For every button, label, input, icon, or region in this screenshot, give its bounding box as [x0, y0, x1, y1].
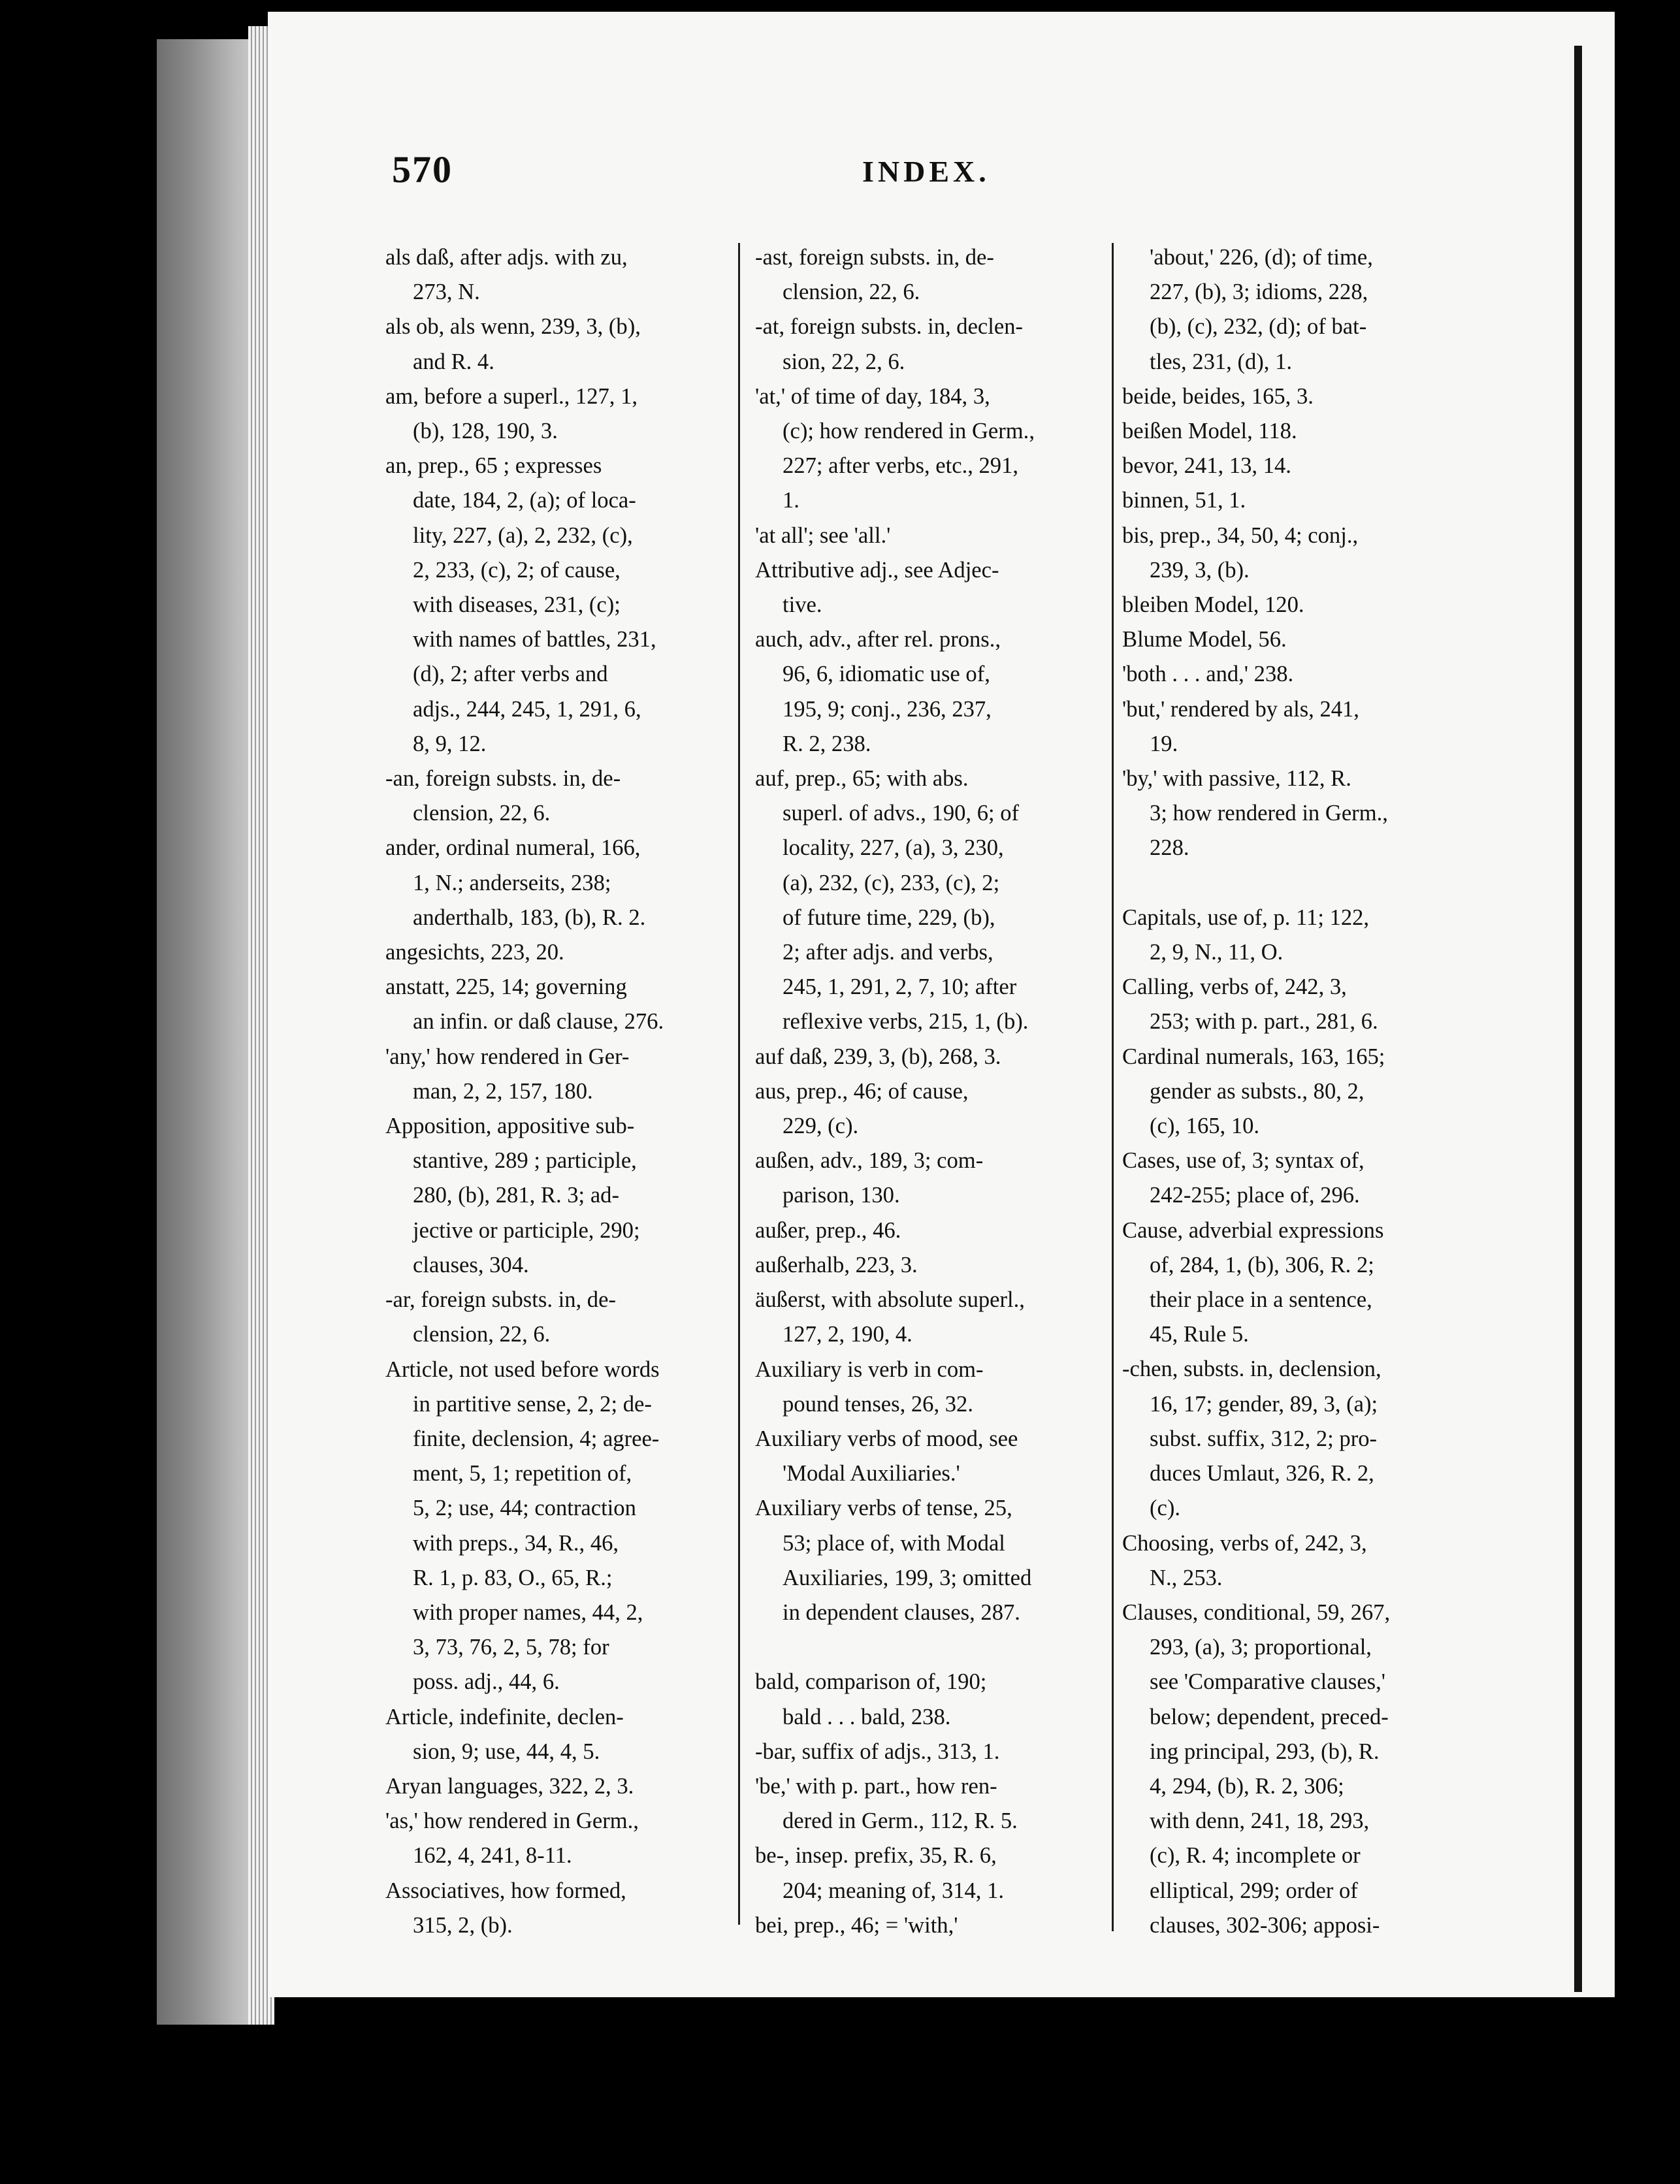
index-entry-continuation: tive.	[783, 592, 822, 618]
index-entry: bleiben Model, 120.	[1122, 592, 1304, 618]
index-entry-continuation: 'about,' 226, (d); of time,	[1150, 245, 1373, 270]
index-entry-continuation: N., 253.	[1150, 1565, 1223, 1590]
index-entry: auch, adv., after rel. prons.,	[755, 627, 1001, 652]
index-entry: -an, foreign substs. in, de-	[385, 766, 621, 792]
index-entry-continuation: 253; with p. part., 281, 6.	[1150, 1009, 1378, 1035]
index-entry-continuation: (b), 128, 190, 3.	[413, 419, 558, 444]
index-entry-continuation: 204; meaning of, 314, 1.	[783, 1878, 1005, 1903]
index-entry-continuation: pound tenses, 26, 32.	[783, 1391, 973, 1417]
index-entry-continuation: with proper names, 44, 2,	[413, 1599, 643, 1625]
index-entry: Cases, use of, 3; syntax of,	[1122, 1148, 1365, 1174]
index-entry-continuation: tles, 231, (d), 1.	[1150, 349, 1293, 374]
index-column-3	[1122, 240, 1467, 1943]
index-entry: bei, prep., 46; = 'with,'	[755, 1912, 958, 1938]
index-entry-continuation: parison, 130.	[783, 1183, 900, 1208]
index-entry-continuation: Auxiliaries, 199, 3; omitted	[783, 1565, 1032, 1590]
index-entry-continuation: of, 284, 1, (b), 306, R. 2;	[1150, 1252, 1374, 1277]
index-entry-continuation: reflexive verbs, 215, 1, (b).	[783, 1009, 1029, 1035]
index-entry: als daß, after adjs. with zu,	[385, 245, 628, 270]
index-entry: anstatt, 225, 14; governing	[385, 974, 627, 1000]
index-entry-continuation: 242-255; place of, 296.	[1150, 1183, 1360, 1208]
index-entry-continuation: with names of battles, 231,	[413, 627, 656, 652]
index-entry-continuation: their place in a sentence,	[1150, 1287, 1372, 1313]
index-entry: am, before a superl., 127, 1,	[385, 383, 638, 409]
index-entry: -bar, suffix of adjs., 313, 1.	[755, 1739, 1000, 1764]
index-entry: bald, comparison of, 190;	[755, 1669, 987, 1695]
index-entry: Apposition, appositive sub-	[385, 1114, 635, 1139]
index-entry-continuation: stantive, 289 ; participle,	[413, 1148, 637, 1174]
index-entry-continuation: 19.	[1150, 731, 1178, 756]
index-entry-continuation: sion, 22, 2, 6.	[783, 349, 905, 374]
index-entry-continuation: 5, 2; use, 44; contraction	[413, 1496, 636, 1521]
index-entry-continuation: 227, (b), 3; idioms, 228,	[1150, 280, 1368, 305]
index-entry	[1122, 866, 1467, 901]
index-entry-continuation: poss. adj., 44, 6.	[413, 1669, 560, 1695]
index-entry: Auxiliary verbs of tense, 25,	[755, 1496, 1012, 1521]
index-entry: Choosing, verbs of, 242, 3,	[1122, 1530, 1367, 1556]
index-entry: auf daß, 239, 3, (b), 268, 3.	[755, 1044, 1001, 1069]
page-title: INDEX.	[862, 155, 990, 188]
index-entry-continuation: in dependent clauses, 287.	[783, 1599, 1020, 1625]
index-entry: binnen, 51, 1.	[1122, 488, 1246, 513]
index-entry-continuation: 'Modal Auxiliaries.'	[783, 1461, 960, 1486]
index-entry-continuation: with preps., 34, R., 46,	[413, 1530, 619, 1556]
index-entry-continuation: dered in Germ., 112, R. 5.	[783, 1808, 1018, 1834]
index-entry-continuation: 228.	[1150, 835, 1189, 861]
index-entry-continuation: R. 1, p. 83, O., 65, R.;	[413, 1565, 613, 1590]
index-entry-continuation: 273, N.	[413, 280, 480, 305]
index-entry: ander, ordinal numeral, 166,	[385, 835, 641, 861]
index-entry: Auxiliary verbs of mood, see	[755, 1426, 1018, 1451]
index-entry-continuation: (c), 165, 10.	[1150, 1114, 1260, 1139]
index-entry: -chen, substs. in, declension,	[1122, 1357, 1381, 1382]
index-entry: 'but,' rendered by als, 241,	[1122, 696, 1359, 722]
index-entry-continuation: in partitive sense, 2, 2; de-	[413, 1391, 652, 1417]
index-entry: äußerst, with absolute superl.,	[755, 1287, 1025, 1313]
index-entry-continuation: 16, 17; gender, 89, 3, (a);	[1150, 1391, 1378, 1417]
index-entry-continuation: subst. suffix, 312, 2; pro-	[1150, 1426, 1378, 1451]
index-entry-continuation: 3; how rendered in Germ.,	[1150, 801, 1388, 826]
index-entry-continuation: 4, 294, (b), R. 2, 306;	[1150, 1773, 1344, 1799]
index-entry-continuation: 245, 1, 291, 2, 7, 10; after	[783, 974, 1017, 1000]
index-entry-continuation: 2, 9, N., 11, O.	[1150, 940, 1284, 965]
index-entry-continuation: 227; after verbs, etc., 291,	[783, 453, 1019, 479]
index-entry: Auxiliary is verb in com-	[755, 1357, 984, 1382]
index-entry: Associatives, how formed,	[385, 1878, 626, 1903]
column-rule	[738, 243, 740, 1925]
index-entry-continuation: man, 2, 2, 157, 180.	[413, 1078, 593, 1104]
index-entry-continuation: 127, 2, 190, 4.	[783, 1322, 913, 1347]
index-entry-continuation: 8, 9, 12.	[413, 731, 487, 756]
index-entry-continuation: clension, 22, 6.	[413, 1322, 551, 1347]
index-entry: beißen Model, 118.	[1122, 419, 1297, 444]
index-entry-continuation: clauses, 304.	[413, 1252, 529, 1277]
index-entry: Attributive adj., see Adjec-	[755, 557, 999, 583]
index-entry-continuation: elliptical, 299; order of	[1150, 1878, 1358, 1903]
index-entry: -ast, foreign substs. in, de-	[755, 245, 994, 270]
column-rule	[1112, 243, 1114, 1931]
index-entry-continuation: of future time, 229, (b),	[783, 905, 995, 930]
index-entry-continuation: 53; place of, with Modal	[783, 1530, 1005, 1556]
index-entry-continuation: 3, 73, 76, 2, 5, 78; for	[413, 1635, 609, 1660]
index-entry: bis, prep., 34, 50, 4; conj.,	[1122, 522, 1359, 548]
index-entry-continuation: an infin. or daß clause, 276.	[413, 1009, 664, 1035]
index-entry-continuation: 96, 6, idiomatic use of,	[783, 662, 990, 687]
index-entry-continuation: 293, (a), 3; proportional,	[1150, 1635, 1372, 1660]
index-entry-continuation: 195, 9; conj., 236, 237,	[783, 696, 992, 722]
index-entry: 'any,' how rendered in Ger-	[385, 1044, 630, 1069]
index-entry: Aryan languages, 322, 2, 3.	[385, 1773, 634, 1799]
page-number: 570	[392, 148, 453, 191]
index-entry-continuation: jective or participle, 290;	[413, 1217, 640, 1243]
index-entry-continuation: date, 184, 2, (a); of loca-	[413, 488, 636, 513]
index-entry-continuation: with denn, 241, 18, 293,	[1150, 1808, 1370, 1834]
index-entry: außen, adv., 189, 3; com-	[755, 1148, 984, 1174]
index-entry: außer, prep., 46.	[755, 1217, 901, 1243]
index-entry-continuation: superl. of advs., 190, 6; of	[783, 801, 1020, 826]
index-entry: aus, prep., 46; of cause,	[755, 1078, 969, 1104]
index-entry-continuation: 1.	[783, 488, 800, 513]
index-entry-continuation: (b), (c), 232, (d); of bat-	[1150, 314, 1367, 340]
index-entry-continuation: locality, 227, (a), 3, 230,	[783, 835, 1004, 861]
index-column-1	[385, 240, 725, 1943]
index-entry: Blume Model, 56.	[1122, 627, 1287, 652]
index-entry: 'both . . . and,' 238.	[1122, 662, 1294, 687]
index-entry: 'at all'; see 'all.'	[755, 522, 891, 548]
index-entry-continuation: (c).	[1150, 1496, 1181, 1521]
facing-page-edge	[1574, 46, 1582, 1992]
index-column-2	[755, 240, 1103, 1943]
index-entry	[755, 1630, 1103, 1665]
index-entry-continuation: sion, 9; use, 44, 4, 5.	[413, 1739, 600, 1764]
index-entry-continuation: with diseases, 231, (c);	[413, 592, 621, 618]
index-entry-continuation: and R. 4.	[413, 349, 494, 374]
index-entry-continuation: anderthalb, 183, (b), R. 2.	[413, 905, 646, 930]
index-entry-continuation: 229, (c).	[783, 1114, 859, 1139]
index-entry-continuation: (c); how rendered in Germ.,	[783, 419, 1035, 444]
index-entry-continuation: duces Umlaut, 326, R. 2,	[1150, 1461, 1374, 1486]
index-entry: Cause, adverbial expressions	[1122, 1217, 1384, 1243]
index-entry-continuation: bald . . . bald, 238.	[783, 1704, 951, 1729]
index-entry-continuation: R. 2, 238.	[783, 731, 871, 756]
index-entry: Article, not used before words	[385, 1357, 660, 1382]
index-entry: Article, indefinite, declen-	[385, 1704, 624, 1729]
index-entry-continuation: clension, 22, 6.	[783, 280, 920, 305]
index-entry: auf, prep., 65; with abs.	[755, 766, 969, 792]
index-entry-continuation: (c), R. 4; incomplete or	[1150, 1843, 1361, 1869]
index-entry-continuation: 280, (b), 281, R. 3; ad-	[413, 1183, 619, 1208]
index-entry: bevor, 241, 13, 14.	[1122, 453, 1291, 479]
index-entry: Calling, verbs of, 242, 3,	[1122, 974, 1347, 1000]
index-entry: 'as,' how rendered in Germ.,	[385, 1808, 639, 1834]
index-entry-continuation: 315, 2, (b).	[413, 1912, 513, 1938]
index-entry-continuation: (a), 232, (c), 233, (c), 2;	[783, 870, 1000, 895]
index-entry: Clauses, conditional, 59, 267,	[1122, 1599, 1391, 1625]
index-entry-continuation: ing principal, 293, (b), R.	[1150, 1739, 1380, 1764]
index-entry-continuation: adjs., 244, 245, 1, 291, 6,	[413, 696, 641, 722]
index-entry: beide, beides, 165, 3.	[1122, 383, 1314, 409]
index-entry: 'by,' with passive, 112, R.	[1122, 766, 1351, 792]
index-entry: -at, foreign substs. in, declen-	[755, 314, 1024, 340]
index-entry-continuation: 2; after adjs. and verbs,	[783, 940, 993, 965]
index-entry-continuation: ment, 5, 1; repetition of,	[413, 1461, 632, 1486]
index-entry: 'at,' of time of day, 184, 3,	[755, 383, 990, 409]
index-entry: Cardinal numerals, 163, 165;	[1122, 1044, 1385, 1069]
index-entry-continuation: gender as substs., 80, 2,	[1150, 1078, 1365, 1104]
index-entry-continuation: 45, Rule 5.	[1150, 1322, 1249, 1347]
index-entry-continuation: below; dependent, preced-	[1150, 1704, 1389, 1729]
index-entry-continuation: finite, declension, 4; agree-	[413, 1426, 660, 1451]
index-entry-continuation: clension, 22, 6.	[413, 801, 551, 826]
index-entry: Capitals, use of, p. 11; 122,	[1122, 905, 1370, 930]
index-entry-continuation: lity, 227, (a), 2, 232, (c),	[413, 522, 633, 548]
index-entry: 'be,' with p. part., how ren-	[755, 1773, 997, 1799]
index-entry: angesichts, 223, 20.	[385, 940, 564, 965]
index-entry-continuation: clauses, 302-306; apposi-	[1150, 1912, 1380, 1938]
index-entry: be-, insep. prefix, 35, R. 6,	[755, 1843, 997, 1869]
index-entry: als ob, als wenn, 239, 3, (b),	[385, 314, 641, 340]
index-entry-continuation: 1, N.; anderseits, 238;	[413, 870, 611, 895]
index-entry-continuation: 162, 4, 241, 8-11.	[413, 1843, 572, 1869]
index-entry-continuation: 239, 3, (b).	[1150, 557, 1250, 583]
index-entry-continuation: (d), 2; after verbs and	[413, 662, 608, 687]
index-entry-continuation: see 'Comparative clauses,'	[1150, 1669, 1385, 1695]
index-entry-continuation: 2, 233, (c), 2; of cause,	[413, 557, 621, 583]
index-entry: außerhalb, 223, 3.	[755, 1252, 918, 1277]
index-entry: -ar, foreign substs. in, de-	[385, 1287, 616, 1313]
index-entry: an, prep., 65 ; expresses	[385, 453, 602, 479]
